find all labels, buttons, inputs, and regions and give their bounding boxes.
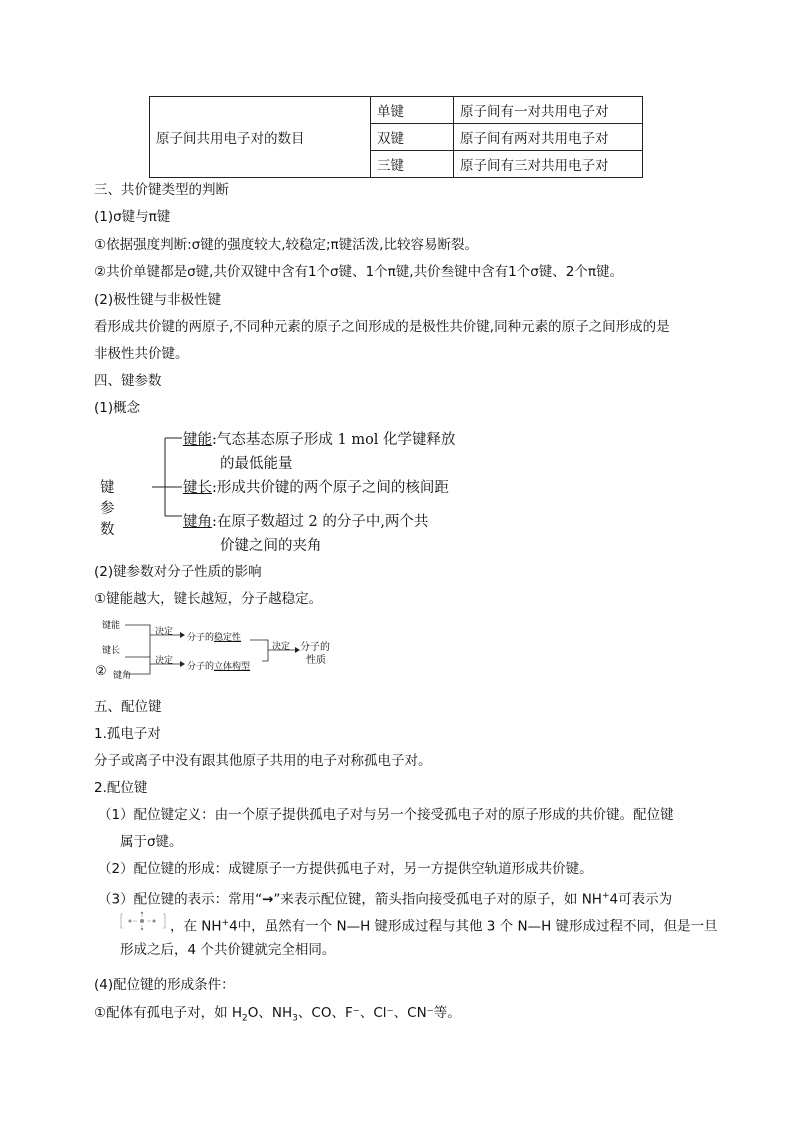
section-3-p1: ①依据强度判断:σ键的强度较大,较稳定;π键活泼,比较容易断裂。: [94, 237, 478, 253]
branch-length-text: :形成共价键的两个原子之间的核间距: [212, 480, 449, 496]
table-cell-type: 三键: [371, 151, 454, 178]
flow-decide-2: 决定: [155, 656, 174, 666]
section-5-sub3: (4)配位键的形成条件：: [94, 977, 235, 993]
section-5-last: [94, 1004, 461, 1028]
i3a-post: ”来表示配位键，箭头指向接受孤电子对的原子，如 NH: [273, 891, 602, 908]
section-4-title: 四、键参数: [94, 373, 162, 389]
branch-angle-text: :在原子数超过 2 的分子中,两个共: [212, 514, 429, 530]
flow-decide-3: 决定: [272, 642, 291, 652]
last-sub: 2: [242, 1013, 248, 1024]
flow-property-2: 性质: [306, 655, 326, 666]
table-cell-type: 双键: [371, 124, 454, 151]
section-3-p3a: 看形成共价键的两原子,不同种元素的原子之间形成的是极性共价键,同种元素的原子之间形成的是: [94, 319, 670, 335]
section-5-sub2: 2.配位键: [94, 780, 148, 796]
i3b-pre: ，在 NH: [170, 918, 222, 935]
last-sub2: 3: [292, 1013, 298, 1024]
section-5-sub1: 1.孤电子对: [94, 726, 161, 742]
i3a-end: 4可表示为: [609, 891, 673, 908]
flow-shape: [187, 659, 250, 672]
bond-param-root: 键参数: [100, 480, 115, 538]
table-cell-desc: 原子间有两对共用电子对: [454, 124, 643, 151]
section-5-i2: （2）配位键的形成：成键原子一方提供孤电子对，另一方提供空轨道形成共价键。: [98, 861, 593, 877]
branch-energy-line2: 的最低能量: [220, 456, 293, 472]
last-end: 、CO、F⁻、Cl⁻、CN⁻等。: [297, 1005, 461, 1021]
section-5-i1b: 属于σ键。: [120, 834, 183, 850]
table-row-header: 原子间共用电子对的数目: [150, 97, 371, 178]
section-3-p2: ②共价单键都是σ键,共价双键中含有1个σ键、1个π键,共价叁键中含有1个σ键、2个π键。: [94, 264, 623, 280]
flow-energy: 键能: [102, 621, 121, 631]
flow-angle: 键角: [113, 671, 132, 681]
section-3-sub1: (1)σ键与π键: [94, 209, 171, 225]
section-3-p3b: 非极性共价键。: [94, 346, 189, 362]
section-4-p1: ①键能越大，键长越短，分子越稳定。: [94, 591, 323, 607]
flow-shape-key: 立体构型: [214, 662, 251, 672]
arrow-glyph: →: [262, 891, 274, 908]
flow-stability-key: 稳定性: [214, 633, 242, 643]
section-5-p1: 分子或离子中没有跟其他原子共用的电子对称孤电子对。: [94, 753, 432, 769]
flow-stability: [187, 630, 241, 643]
flow-length: 键长: [102, 646, 121, 656]
flow-decide-1: 决定: [155, 627, 174, 637]
flow-shape-prefix: 分子的: [187, 662, 215, 672]
section-5-i1a: （1）配位键定义：由一个原子提供孤电子对与另一个接受孤电子对的原子形成的共价键。配位键: [98, 807, 674, 823]
table-cell-desc: 原子间有一对共用电子对: [454, 97, 643, 124]
section-3-sub2: (2)极性键与非极性键: [94, 292, 222, 308]
flow-property-1: 分子的: [300, 642, 330, 653]
section-5-i3c: 形成之后，4 个共价键就完全相同。: [120, 942, 336, 958]
last-post: O、NH: [247, 1005, 293, 1021]
i3b-sup: +: [221, 918, 230, 928]
table-cell-desc: 原子间有三对共用电子对: [454, 151, 643, 178]
flow-circle-2: ②: [95, 664, 107, 679]
section-5-i3b: [170, 914, 718, 936]
branch-angle-line2: 价键之间的夹角: [220, 538, 322, 554]
section-4-sub2: (2)键参数对分子性质的影响: [94, 564, 262, 580]
ammonium-structure-figure: [120, 910, 166, 932]
section-5-i3a: [98, 887, 672, 909]
section-5-title: 五、配位键: [94, 699, 162, 715]
flow-stability-prefix: 分子的: [187, 633, 215, 643]
section-3-title: 三、共价键类型的判断: [94, 182, 229, 198]
branch-angle-key: 键角: [183, 514, 212, 530]
i3a-sup: +: [601, 891, 610, 901]
section-4-sub1: (1)概念: [94, 400, 141, 416]
i3b-post: 4中，虽然有一个 N—H 键形成过程与其他 3 个 N—H 键形成过程不同，但是一旦: [229, 918, 718, 935]
last-pre: ①配体有孤电子对，如 H: [94, 1005, 243, 1021]
i3a-pre: （3）配位键的表示：常用“: [98, 891, 263, 908]
table-cell-type: 单键: [371, 97, 454, 124]
branch-energy-text: :气态基态原子形成 1 mol 化学键释放: [212, 432, 456, 448]
branch-energy-key: 键能: [183, 432, 212, 448]
branch-length-key: 键长: [183, 480, 212, 496]
